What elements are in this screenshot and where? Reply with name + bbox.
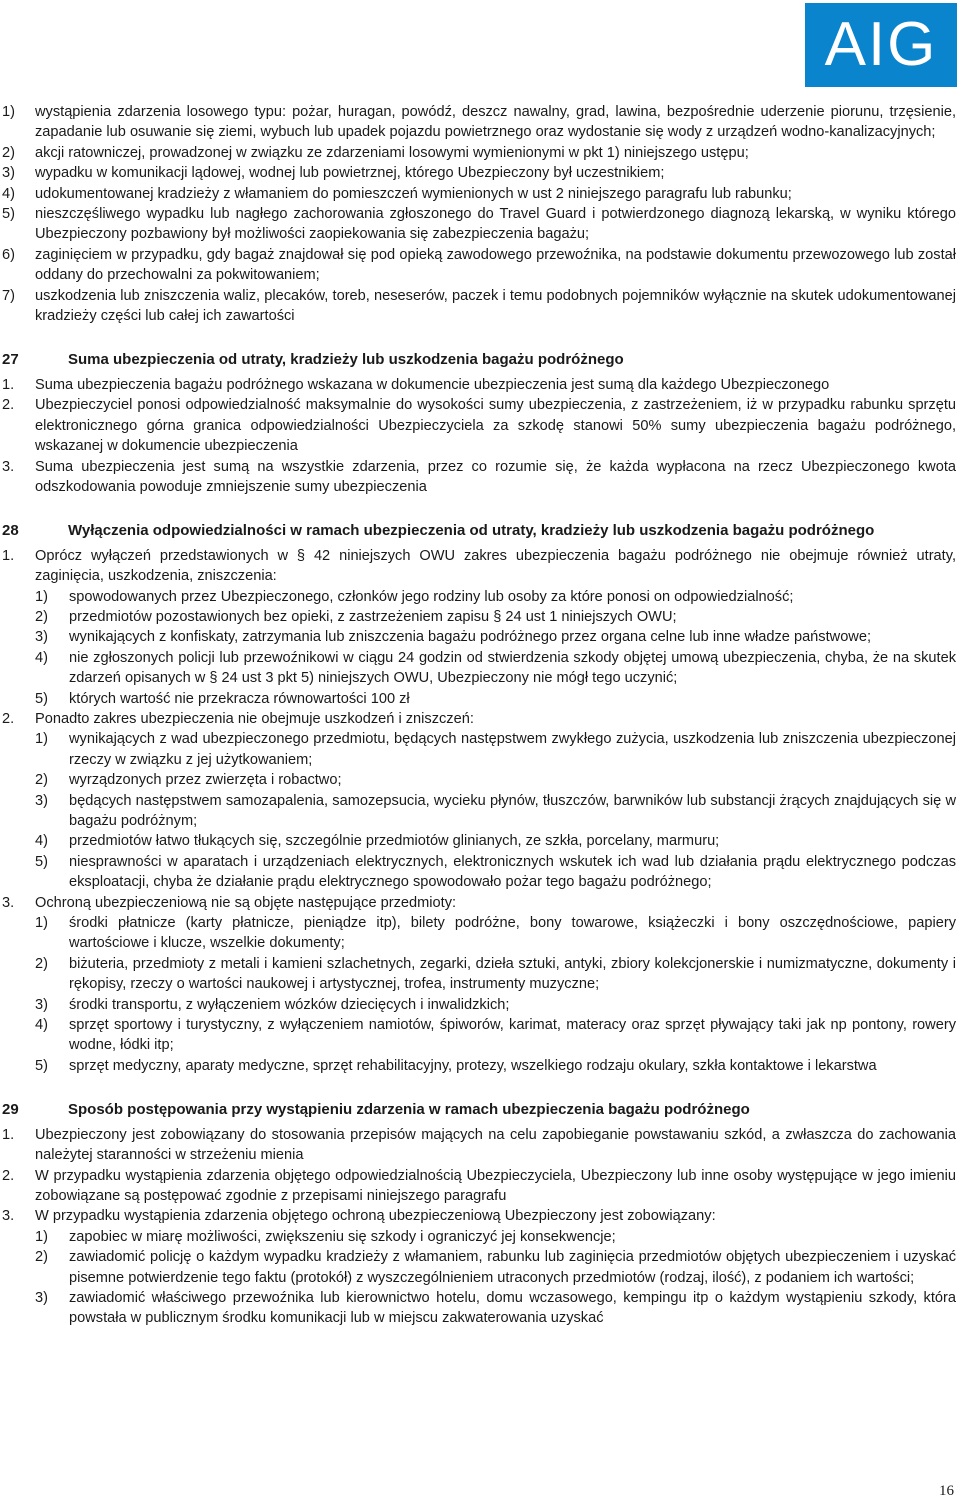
list-item	[2, 770, 956, 790]
item-number: 5)	[35, 690, 48, 707]
item-number: 1)	[35, 1228, 48, 1245]
list-item	[2, 852, 956, 893]
item-text: przedmiotów pozostawionych bez opieki, z zastrzeżeniem zapisu § 24 ust 1 niniejszych OWU;	[69, 608, 677, 625]
item-number: 5)	[2, 206, 15, 223]
item-number: 7)	[2, 287, 15, 304]
item-number: 4)	[35, 649, 48, 666]
section-28-heading	[2, 521, 956, 541]
item-number: 6)	[2, 246, 15, 263]
list-item	[2, 102, 956, 143]
item-text: nieszczęśliwego wypadku lub nagłego zachorowania zgłoszonego do Travel Guard i potwierdzonego diagnozą lekarską, w wyniku którego Ubezpieczony pozbawiony był możliwości zaopiekowania się zabezpieczenia bagażu;	[35, 206, 956, 243]
section-number: 27	[2, 351, 19, 369]
list-item	[2, 184, 956, 204]
item-number: 3.	[2, 1208, 15, 1225]
item-text: wyrządzonych przez zwierzęta i robactwo;	[69, 772, 342, 789]
list-item	[2, 913, 956, 954]
list-item	[2, 1247, 956, 1288]
paragraph-text: Ponadto zakres ubezpieczenia nie obejmuje uszkodzeń i zniszczeń:	[35, 710, 474, 727]
list-item	[2, 1206, 956, 1226]
list-item	[2, 1288, 956, 1329]
section-27-list	[2, 375, 956, 497]
section-29-p3-list	[2, 1227, 956, 1329]
list-item	[2, 1125, 956, 1166]
item-text: zapobiec w miarę możliwości, zwiększeniu się szkody i ograniczyć jej konsekwencje;	[69, 1228, 616, 1245]
section-title: Wyłączenia odpowiedzialności w ramach ubezpieczenia od utraty, kradzieży lub uszkodzenia bagażu podróżnego	[68, 522, 875, 540]
item-text: środki transportu, z wyłączeniem wózków dziecięcych i inwalidzkich;	[69, 996, 510, 1013]
section-title: Suma ubezpieczenia od utraty, kradzieży lub uszkodzenia bagażu podróżnego	[68, 351, 624, 369]
list-item	[2, 954, 956, 995]
item-number: 3)	[35, 629, 48, 646]
list-item	[2, 607, 956, 627]
paragraph-text: Ochroną ubezpieczeniową nie są objęte następujące przedmioty:	[35, 894, 457, 911]
logo-text: AIG	[824, 10, 938, 79]
item-number: 5)	[35, 1057, 48, 1074]
paragraph-number: 1.	[2, 547, 15, 564]
section-29-heading	[2, 1100, 956, 1120]
item-text: środki płatnicze (karty płatnicze, pieniądze itp), bilety podróżne, bony towarowe, książeczki i bony oszczędnościowe, papiery wartościowe i klucze, wszelkie dokumenty;	[69, 915, 956, 952]
item-text: W przypadku wystąpienia zdarzenia objętego odpowiedzialnością Ubezpieczyciela, Ubezpieczony lub inne osoby występujące w jego imieniu zobowiązane są postępować zgodnie z przepisami niniejszego paragrafu	[35, 1167, 956, 1204]
item-text: przedmiotów łatwo tłukących się, szczególnie przedmiotów glinianych, ze szkła, porcelany, marmuru;	[69, 833, 720, 850]
item-number: 1)	[2, 104, 15, 120]
item-number: 3)	[35, 996, 48, 1013]
item-number: 3.	[2, 458, 15, 475]
list-item	[2, 689, 956, 709]
paragraph-text: Oprócz wyłączeń przedstawionych w § 42 niniejszych OWU zakres ubezpieczenia bagażu podróżnego nie obejmuje również utraty, zaginięcia, uszkodzenia, zniszczenia:	[35, 547, 956, 585]
item-number: 1)	[35, 588, 48, 605]
item-text: spowodowanych przez Ubezpieczonego, członków jego rodziny lub osoby za które ponosi on odpowiedzialność;	[69, 588, 794, 605]
item-number: 3)	[2, 165, 15, 182]
list-item	[2, 995, 956, 1015]
item-text: wynikających z wad ubezpieczonego przedmiotu, będących następstwem zwykłego zużycia, uszkodzenia lub zniszczenia ubezpieczonej rzeczy w związku z jej użytkowaniem;	[69, 731, 956, 768]
intro-list	[2, 102, 956, 326]
section-28-p3-list	[2, 913, 956, 1076]
paragraph	[2, 709, 956, 729]
item-number: 2)	[35, 1249, 48, 1266]
item-text: wynikających z konfiskaty, zatrzymania lub zniszczenia bagażu podróżnego przez organa celne lub inne władze państwowe;	[69, 629, 872, 646]
item-text: udokumentowanej kradzieży z włamaniem do pomieszczeń wymienionych w ust 2 niniejszego paragrafu lub rabunku;	[35, 185, 792, 202]
list-item	[2, 791, 956, 832]
page-number: 16	[939, 1483, 954, 1499]
list-item	[2, 627, 956, 647]
list-item	[2, 395, 956, 456]
item-text: akcji ratowniczej, prowadzonej w związku ze zdarzeniami losowymi wymienionymi w pkt 1) niniejszego ustępu;	[35, 144, 749, 161]
item-text: Ubezpieczony jest zobowiązany do stosowania przepisów mających na celu zapobieganie powstawaniu szkód, a zwłaszcza do zachowania należytej staranności w strzeżeniu mienia	[35, 1126, 956, 1164]
section-28-p2-list	[2, 729, 956, 892]
list-item	[2, 286, 956, 327]
item-number: 2)	[2, 144, 15, 161]
item-number: 2)	[35, 772, 48, 789]
list-item	[2, 1015, 956, 1056]
item-number: 2.	[2, 397, 15, 414]
list-item	[2, 648, 956, 689]
list-item	[2, 204, 956, 245]
item-number: 4)	[35, 1017, 48, 1034]
section-title: Sposób postępowania przy wystąpieniu zdarzenia w ramach ubezpieczenia bagażu podróżnego	[68, 1101, 750, 1119]
item-text: Suma ubezpieczenia jest sumą na wszystkie zdarzenia, przez co rozumie się, że każda wypłacona na rzecz Ubezpieczonego kwota odszkodowania powoduje zmniejszenie sumy ubezpieczenia	[35, 458, 956, 495]
item-number: 4)	[2, 185, 15, 202]
item-number: 1.	[2, 1126, 15, 1143]
item-number: 3)	[35, 1289, 48, 1306]
item-text: których wartość nie przekracza równowartości 100 zł	[69, 690, 410, 707]
list-item	[2, 587, 956, 607]
document-body	[2, 102, 956, 1329]
section-number: 28	[2, 522, 19, 540]
item-text: zawiadomić policję o każdym wypadku kradzieży z włamaniem, rabunku lub zaginięcia przedmiotów objętych ubezpieczeniem i uzyskać pisemne potwierdzenie tego faktu (protokół) z wyszczególnieniem utraconych przedmiotów (rodzaj, ilość), z podaniem ich wartości;	[69, 1249, 956, 1286]
paragraph-number: 2.	[2, 710, 15, 727]
list-item	[2, 375, 956, 395]
item-number: 4)	[35, 833, 48, 850]
item-number: 2.	[2, 1167, 15, 1184]
list-item	[2, 143, 956, 163]
section-number: 29	[2, 1101, 19, 1119]
item-number: 5)	[35, 853, 48, 870]
list-item	[2, 245, 956, 286]
item-text: sprzęt sportowy i turystyczny, z wyłączeniem namiotów, śpiworów, karimat, materacy oraz sprzęt pływający taki jak np pontony, rowery wodne, łódki itp;	[69, 1017, 956, 1054]
paragraph	[2, 546, 956, 587]
list-item	[2, 457, 956, 498]
item-text: W przypadku wystąpienia zdarzenia objętego ochroną ubezpieczeniową Ubezpieczony jest zobowiązany:	[35, 1208, 716, 1225]
paragraph-number: 3.	[2, 894, 15, 911]
list-item	[2, 1056, 956, 1076]
item-text: zaginięciem w przypadku, gdy bagaż znajdował się pod opieką zawodowego przewoźnika, na podstawie dokumentu przewozowego lub został oddany do przechowalni za pokwitowaniem;	[35, 246, 956, 284]
paragraph	[2, 893, 956, 913]
list-item	[2, 831, 956, 851]
section-29-list	[2, 1125, 956, 1227]
item-text: biżuteria, przedmioty z metali i kamieni szlachetnych, zegarki, dzieła sztuki, antyki, zbiory kolekcjonerskie i numizmatyczne, dokumenty i rękopisy, rzeczy o wartości naukowej i artystycznej, trofea, instrumenty muzyczne;	[69, 955, 956, 993]
list-item	[2, 163, 956, 183]
item-text: niesprawności w aparatach i urządzeniach elektrycznych, elektronicznych wskutek ich wad lub działania prądu elektrycznego podczas eksploatacji, chyba że działanie prądu elektrycznego spowodowało pożar tego bagażu podróżnego;	[69, 853, 956, 891]
item-text: wystąpienia zdarzenia losowego typu: pożar, huragan, powódź, deszcz nawalny, grad, lawina, bezpośrednie uderzenie piorunu, trzęsienie, zapadanie lub osuwanie się ziemi, wybuch lub upadek pojazdu powietrznego oraz wydostanie się wody z urządzeń wodno-kanalizacyjnych;	[35, 104, 956, 141]
item-number: 1)	[35, 731, 48, 748]
item-text: nie zgłoszonych policji lub przewoźnikowi w ciągu 24 godzin od stwierdzenia szkody objętej umową ubezpieczenia, chyba, że na skutek zdarzeń opisanych w § 24 ust 3 pkt 5) niniejszych OWU, Ubezpieczony nie mógł tego uczynić;	[69, 649, 956, 687]
list-item	[2, 729, 956, 770]
item-number: 2)	[35, 608, 48, 625]
aig-logo	[805, 3, 957, 87]
item-text: Ubezpieczyciel ponosi odpowiedzialność maksymalnie do wysokości sumy ubezpieczenia, z zastrzeżeniem, iż w przypadku rabunku sprzętu elektronicznego górna granica odpowiedzialności Ubezpieczyciela za szkodę stanowi 50% sumy ubezpieczenia bagażu podróżnego, wskazanej w dokumencie ubezpieczenia	[35, 397, 956, 455]
item-number: 1)	[35, 915, 48, 932]
item-text: uszkodzenia lub zniszczenia waliz, plecaków, toreb, neseserów, paczek i temu podobnych pojemników wyłącznie na skutek udokumentowanej kradzieży części lub całej ich zawartości	[35, 287, 956, 325]
item-number: 3)	[35, 792, 48, 809]
item-number: 2)	[35, 955, 48, 972]
section-28-p1-list	[2, 587, 956, 709]
list-item	[2, 1227, 956, 1247]
list-item	[2, 1166, 956, 1207]
item-number: 1.	[2, 376, 15, 393]
item-text: sprzęt medyczny, aparaty medyczne, sprzęt rehabilitacyjny, protezy, wszelkiego rodzaju okulary, szkła kontaktowe i lekarstwa	[69, 1057, 877, 1074]
section-27-heading	[2, 350, 956, 370]
item-text: wypadku w komunikacji lądowej, wodnej lub powietrznej, którego Ubezpieczony był uczestnikiem;	[35, 165, 665, 182]
item-text: zawiadomić właściwego przewoźnika lub kierownictwo hotelu, domu wczasowego, kempingu itp o każdym wystąpieniu szkody, która powstała w publicznym środku komunikacji lub w miejscu zakwaterowania uzyskać	[69, 1289, 956, 1327]
item-text: będących następstwem samozapalenia, samozepsucia, wycieku płynów, tłuszczów, barwników lub substancji żrących znajdujących się w bagażu podróżnym;	[69, 792, 956, 829]
item-text: Suma ubezpieczenia bagażu podróżnego wskazana w dokumencie ubezpieczenia jest sumą dla każdego Ubezpieczonego	[35, 376, 830, 393]
